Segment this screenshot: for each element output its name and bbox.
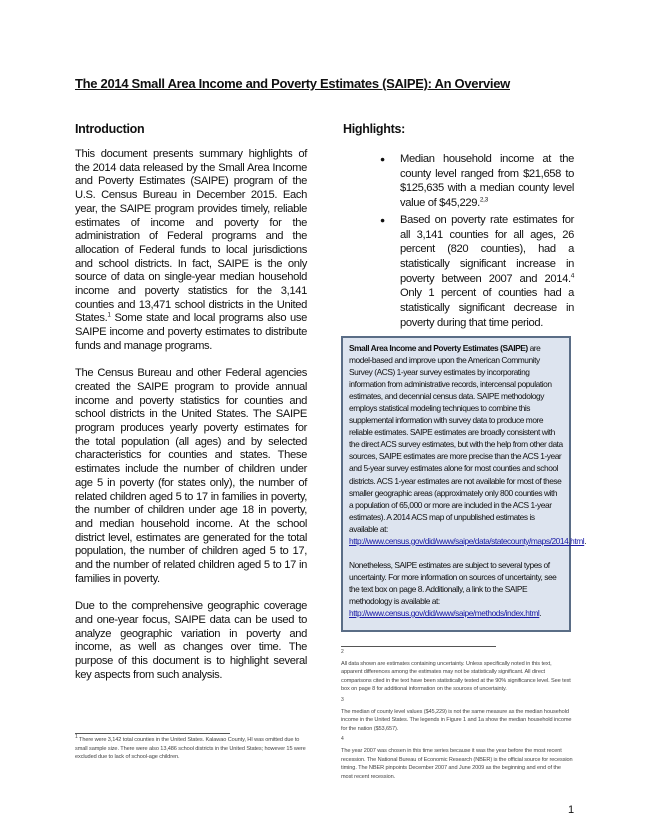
info-box-paragraph-1: Small Area Income and Poverty Estimates (SAIPE) are model-based and improve upon the American Community Survey (ACS) 1-year survey estimates by incorporating information from administrative records, intercensal population estimates, and decennial census data. SAIPE methodology employs statistical modeling techniques to combine this supplemental information with survey data to produce more reliable estimates. SAIPE estimates are broadly consistent with the direct ACS survey estimates, but with the help from other data sources, SAIPE estimates are more precise than the ACS 1-year and 5-year survey estimates alone for most counties and school districts. ACS 1-year estimates are not available for most of these smaller geographic areas (approximately only 800 counties with a population of 65,000 or more are included in the ACS 1-year estimates). A 2014 ACS map of unpublished estimates is available at: http://www.census.gov/did/www/saipe/data/statecounty/maps/2014.html. <box>349 343 587 546</box>
footnote-2: $^2$ All data shown are estimates containing uncertainty. Unless specifically noted in this text, apparent differences among the estimates may not be statistically significant. All direct comparisons cited in the text have been statistically tested at the 90% significance level. See text box on page 8 for additional information on the sources of uncertainty. <box>341 649 571 693</box>
highlight-item-income: ● Median household income at the county level ranged from $21,658 to $125,635 with a median county level value of $45,229.$^{2,3}$ <box>380 152 574 211</box>
footnote-divider-left <box>75 733 230 734</box>
info-box-paragraph-2: Nonetheless, SAIPE estimates are subject to several types of uncertainty. For more information on sources of uncertainty, see the text box on page 8. Additionally, a link to the SAIPE methodology is available at: http://www.census.gov/did/www/saipe/methods/index.html. <box>349 559 557 618</box>
footnote-ref-1[interactable]: 1 <box>107 311 111 319</box>
footnote-ref-2-3[interactable]: 2,3 <box>479 196 488 204</box>
saipe-info-box <box>341 336 587 632</box>
highlight-item-poverty: ● Based on poverty rate estimates for all 3,141 counties for all ages, 26 percent (820 counties), had a statistically significant increase in poverty between 2007 and 2014.$^4$ Only 1 percent of counties had a statistically significant decrease in poverty during that time period. <box>380 213 574 331</box>
footnote-divider-right <box>341 646 496 647</box>
acs-map-link[interactable]: http://www.census.gov/did/www/saipe/data/statecounty/maps/2014.html <box>349 535 585 546</box>
footnotes-right <box>341 651 573 786</box>
footnote-3: $^3$ The median of county level values ($45,229) is not the same measure as the median household income in the United States. The legends in Figure 1 and 1a show the median household income for the nation ($53,657). <box>341 697 572 732</box>
intro-paragraph-1: This document presents summary highlights of the 2014 data released by the Small Area Income and Poverty Estimates (SAIPE) program of the U.S. Census Bureau in December 2015. Each year, the SAIPE program provides timely, reliable estimates of income and poverty for the administration of Federal programs and the allocation of Federal funds to local jurisdictions and school districts. In fact, SAIPE is the only source of data on single-year median household income and poverty statistics for the 3,141 counties and 13,471 school districts in the United States.$^1$ Some state and local programs also use SAIPE income and poverty estimates to distribute funds and manage programs. <box>75 148 307 352</box>
highlights-heading: Highlights: <box>343 122 405 136</box>
page-title: The 2014 Small Area Income and Poverty Estimates (SAIPE): An Overview <box>75 76 510 91</box>
introduction-body <box>75 148 307 696</box>
intro-paragraph-2: The Census Bureau and other Federal agencies created the SAIPE program to provide annual income and poverty statistics for counties and school districts in the United States. The SAIPE program produces yearly poverty estimates for the total population (all ages) and by selected characteristics for counties and states. These estimates include the number of children under age 5 in poverty (for states only), the number of related children aged 5 to 17 in families in poverty, the number of children under age 18 in poverty, and median household income. At the school district level, estimates are generated for the total population, the number of children aged 5 to 17, and the number of related children aged 5 to 17 in families in poverty. <box>75 367 307 585</box>
footnote-4: $^4$ The year 2007 was chosen in this time series because it was the year before the most recent recession. The National Bureau of Economic Research (NBER) is the official source for recession timing. The NBER pinpoints December 2007 and June 2009 as the beginning and end of the most recent recession. <box>341 736 573 780</box>
footnote-1: $^1$ There were 3,142 total counties in the United States. Kalawao County, HI was omitted due to small sample size. There were also 13,486 school districts in the United States; however 15 were excluded due to lack of school-age children. <box>75 734 306 761</box>
highlights-list <box>380 152 574 332</box>
intro-paragraph-3: Due to the comprehensive geographic coverage and one-year focus, SAIPE data can be used to analyze geographic variation in poverty and income, as well as changes over time. The purpose of this document is to highlight several key aspects from such analysis. <box>75 600 307 681</box>
introduction-heading: Introduction <box>75 122 145 136</box>
page-number: 1 <box>568 804 575 816</box>
saipe-methodology-link[interactable]: http://www.census.gov/did/www/saipe/methods/index.html <box>349 607 540 618</box>
footnote-ref-4[interactable]: 4 <box>570 271 574 279</box>
